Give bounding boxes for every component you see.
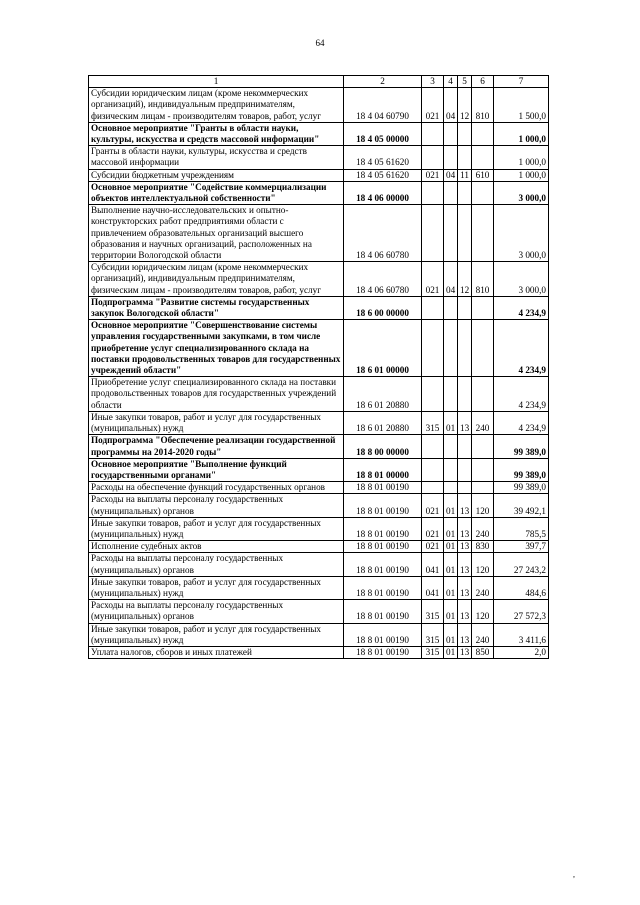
column-header: 6 <box>472 76 494 88</box>
row-subsection-cell: 13 <box>458 646 472 658</box>
row-name-cell: Выполнение научно-исследовательских и опытно-конструкторских работ предприятиями области с привлечением образовательных организаций высшего образования и научных организаций, расположенных на территории Вологодской области <box>89 205 344 262</box>
row-ministry-cell: 021 <box>422 88 444 123</box>
row-expense-type-cell <box>472 296 494 319</box>
table-row <box>89 146 549 169</box>
table-row <box>89 553 549 576</box>
row-section-cell: 01 <box>444 646 458 658</box>
row-amount-cell: 99 389,0 <box>494 458 549 481</box>
row-name-cell: Иные закупки товаров, работ и услуг для государственных (муниципальных) нужд <box>89 623 344 646</box>
row-subsection-cell: 13 <box>458 411 472 434</box>
row-subsection-cell: 13 <box>458 517 472 540</box>
row-name-cell: Иные закупки товаров, работ и услуг для государственных (муниципальных) нужд <box>89 517 344 540</box>
row-expense-type-cell: 830 <box>472 541 494 553</box>
row-expense-type-cell: 850 <box>472 646 494 658</box>
page-number: 64 <box>315 38 325 48</box>
row-ministry-cell: 021 <box>422 169 444 181</box>
row-name-cell: Субсидии юридическим лицам (кроме некоммерческих организаций), индивидуальным предпринимателям, физическим лицам - производителям товаров, работ, услуг <box>89 88 344 123</box>
row-name-cell: Основное мероприятие "Содействие коммерциализации объектов интеллектуальной собственности" <box>89 181 344 204</box>
row-section-cell: 04 <box>444 169 458 181</box>
row-code-cell: 18 8 01 00190 <box>344 541 422 553</box>
row-ministry-cell <box>422 320 444 377</box>
row-code-cell: 18 8 01 00190 <box>344 623 422 646</box>
row-subsection-cell: 13 <box>458 553 472 576</box>
row-subsection-cell: 13 <box>458 623 472 646</box>
row-section-cell <box>444 146 458 169</box>
row-expense-type-cell <box>472 482 494 494</box>
row-amount-cell: 4 234,9 <box>494 377 549 412</box>
row-code-cell: 18 4 05 00000 <box>344 122 422 145</box>
row-subsection-cell: 12 <box>458 262 472 297</box>
row-ministry-cell: 315 <box>422 623 444 646</box>
table-row <box>89 517 549 540</box>
row-ministry-cell <box>422 435 444 458</box>
row-section-cell <box>444 435 458 458</box>
row-expense-type-cell <box>472 320 494 377</box>
row-expense-type-cell: 240 <box>472 623 494 646</box>
row-expense-type-cell <box>472 181 494 204</box>
row-section-cell: 01 <box>444 494 458 517</box>
row-expense-type-cell: 240 <box>472 411 494 434</box>
table-row <box>89 623 549 646</box>
row-amount-cell: 27 572,3 <box>494 600 549 623</box>
column-header: 4 <box>444 76 458 88</box>
row-ministry-cell <box>422 377 444 412</box>
row-section-cell <box>444 320 458 377</box>
row-expense-type-cell <box>472 122 494 145</box>
table-row <box>89 646 549 658</box>
row-ministry-cell: 021 <box>422 517 444 540</box>
row-code-cell: 18 8 01 00190 <box>344 646 422 658</box>
table-row <box>89 600 549 623</box>
row-amount-cell: 3 000,0 <box>494 262 549 297</box>
table-row <box>89 122 549 145</box>
table-row <box>89 482 549 494</box>
table-row <box>89 494 549 517</box>
row-expense-type-cell <box>472 458 494 481</box>
row-expense-type-cell: 240 <box>472 517 494 540</box>
row-name-cell: Исполнение судебных актов <box>89 541 344 553</box>
row-amount-cell: 39 492,1 <box>494 494 549 517</box>
row-code-cell: 18 8 01 00190 <box>344 600 422 623</box>
row-expense-type-cell: 610 <box>472 169 494 181</box>
table-row <box>89 377 549 412</box>
row-ministry-cell: 021 <box>422 494 444 517</box>
row-code-cell: 18 4 06 60780 <box>344 262 422 297</box>
row-subsection-cell <box>458 181 472 204</box>
row-code-cell: 18 4 04 60790 <box>344 88 422 123</box>
row-amount-cell: 27 243,2 <box>494 553 549 576</box>
row-name-cell: Иные закупки товаров, работ и услуг для государственных (муниципальных) нужд <box>89 576 344 599</box>
row-amount-cell: 484,6 <box>494 576 549 599</box>
row-ministry-cell <box>422 181 444 204</box>
row-amount-cell: 1 500,0 <box>494 88 549 123</box>
row-code-cell: 18 4 06 00000 <box>344 181 422 204</box>
row-subsection-cell: 13 <box>458 494 472 517</box>
row-ministry-cell: 315 <box>422 600 444 623</box>
row-amount-cell: 785,5 <box>494 517 549 540</box>
row-code-cell: 18 8 01 00190 <box>344 482 422 494</box>
row-name-cell: Иные закупки товаров, работ и услуг для государственных (муниципальных) нужд <box>89 411 344 434</box>
row-name-cell: Расходы на выплаты персоналу государственных (муниципальных) органов <box>89 553 344 576</box>
row-expense-type-cell: 120 <box>472 494 494 517</box>
row-section-cell: 01 <box>444 517 458 540</box>
table-row <box>89 181 549 204</box>
row-section-cell: 01 <box>444 411 458 434</box>
table-row <box>89 320 549 377</box>
table-row <box>89 205 549 262</box>
row-section-cell: 04 <box>444 262 458 297</box>
column-header: 7 <box>494 76 549 88</box>
row-code-cell: 18 8 01 00190 <box>344 576 422 599</box>
row-name-cell: Подпрограмма "Обеспечение реализации государственной программы на 2014-2020 годы" <box>89 435 344 458</box>
row-code-cell: 18 6 01 00000 <box>344 320 422 377</box>
row-ministry-cell: 021 <box>422 541 444 553</box>
row-name-cell: Уплата налогов, сборов и иных платежей <box>89 646 344 658</box>
row-code-cell: 18 8 01 00190 <box>344 494 422 517</box>
row-section-cell <box>444 122 458 145</box>
row-section-cell <box>444 205 458 262</box>
row-amount-cell: 4 234,9 <box>494 296 549 319</box>
row-subsection-cell: 13 <box>458 541 472 553</box>
row-amount-cell: 99 389,0 <box>494 482 549 494</box>
row-code-cell: 18 6 01 20880 <box>344 377 422 412</box>
row-ministry-cell: 315 <box>422 646 444 658</box>
row-ministry-cell: 041 <box>422 576 444 599</box>
row-section-cell: 01 <box>444 553 458 576</box>
row-amount-cell: 3 411,6 <box>494 623 549 646</box>
row-subsection-cell: 12 <box>458 88 472 123</box>
row-name-cell: Субсидии бюджетным учреждениям <box>89 169 344 181</box>
table-row <box>89 88 549 123</box>
row-subsection-cell: 11 <box>458 169 472 181</box>
column-header: 1 <box>89 76 344 88</box>
row-section-cell <box>444 296 458 319</box>
table-row <box>89 296 549 319</box>
row-expense-type-cell: 810 <box>472 262 494 297</box>
row-code-cell: 18 8 00 00000 <box>344 435 422 458</box>
row-amount-cell: 99 389,0 <box>494 435 549 458</box>
row-subsection-cell <box>458 205 472 262</box>
table-row <box>89 435 549 458</box>
row-amount-cell: 3 000,0 <box>494 205 549 262</box>
row-name-cell: Расходы на обеспечение функций государственных органов <box>89 482 344 494</box>
row-code-cell: 18 4 06 60780 <box>344 205 422 262</box>
row-expense-type-cell <box>472 435 494 458</box>
row-name-cell: Приобретение услуг специализированного склада на поставки продовольственных товаров для государственных учреждений области <box>89 377 344 412</box>
row-code-cell: 18 4 05 61620 <box>344 169 422 181</box>
row-amount-cell: 3 000,0 <box>494 181 549 204</box>
row-amount-cell: 2,0 <box>494 646 549 658</box>
row-ministry-cell <box>422 205 444 262</box>
row-name-cell: Подпрограмма "Развитие системы государственных закупок Вологодской области" <box>89 296 344 319</box>
row-name-cell: Расходы на выплаты персоналу государственных (муниципальных) органов <box>89 600 344 623</box>
row-subsection-cell <box>458 458 472 481</box>
row-ministry-cell: 315 <box>422 411 444 434</box>
row-expense-type-cell <box>472 205 494 262</box>
column-header: 2 <box>344 76 422 88</box>
table-row <box>89 458 549 481</box>
row-ministry-cell <box>422 146 444 169</box>
row-amount-cell: 4 234,9 <box>494 411 549 434</box>
row-expense-type-cell: 120 <box>472 553 494 576</box>
row-subsection-cell <box>458 146 472 169</box>
row-ministry-cell <box>422 458 444 481</box>
row-subsection-cell <box>458 435 472 458</box>
row-expense-type-cell <box>472 377 494 412</box>
row-section-cell: 04 <box>444 88 458 123</box>
row-expense-type-cell <box>472 146 494 169</box>
row-code-cell: 18 8 01 00190 <box>344 517 422 540</box>
row-subsection-cell <box>458 122 472 145</box>
row-code-cell: 18 8 01 00190 <box>344 553 422 576</box>
row-code-cell: 18 8 01 00000 <box>344 458 422 481</box>
row-ministry-cell <box>422 296 444 319</box>
row-amount-cell: 1 000,0 <box>494 146 549 169</box>
row-name-cell: Основное мероприятие "Гранты в области науки, культуры, искусства и средств массовой информации" <box>89 122 344 145</box>
row-subsection-cell <box>458 482 472 494</box>
row-name-cell: Расходы на выплаты персоналу государственных (муниципальных) органов <box>89 494 344 517</box>
table-row <box>89 576 549 599</box>
row-subsection-cell: 13 <box>458 576 472 599</box>
table-row <box>89 169 549 181</box>
row-amount-cell: 397,7 <box>494 541 549 553</box>
row-section-cell <box>444 377 458 412</box>
row-section-cell <box>444 482 458 494</box>
row-section-cell: 01 <box>444 541 458 553</box>
row-code-cell: 18 6 00 00000 <box>344 296 422 319</box>
row-subsection-cell: 13 <box>458 600 472 623</box>
row-expense-type-cell: 810 <box>472 88 494 123</box>
column-header: 5 <box>458 76 472 88</box>
row-ministry-cell: 041 <box>422 553 444 576</box>
row-section-cell <box>444 181 458 204</box>
table-row <box>89 262 549 297</box>
row-section-cell: 01 <box>444 623 458 646</box>
row-name-cell: Субсидии юридическим лицам (кроме некоммерческих организаций), индивидуальным предпринимателям, физическим лицам - производителям товаров, работ, услуг <box>89 262 344 297</box>
table-row <box>89 541 549 553</box>
scan-artifact-mark: , <box>573 870 575 879</box>
row-amount-cell: 1 000,0 <box>494 169 549 181</box>
row-ministry-cell <box>422 482 444 494</box>
row-subsection-cell <box>458 377 472 412</box>
row-expense-type-cell: 240 <box>472 576 494 599</box>
row-expense-type-cell: 120 <box>472 600 494 623</box>
row-subsection-cell <box>458 296 472 319</box>
row-amount-cell: 4 234,9 <box>494 320 549 377</box>
row-name-cell: Основное мероприятие "Совершенствование системы управления государственными закупками, в том числе приобретение услуг специализированного склада на поставки продовольственных товаров для государственных учреждений области" <box>89 320 344 377</box>
row-amount-cell: 1 000,0 <box>494 122 549 145</box>
row-section-cell <box>444 458 458 481</box>
row-name-cell: Гранты в области науки, культуры, искусства и средств массовой информации <box>89 146 344 169</box>
row-ministry-cell <box>422 122 444 145</box>
table-header-row <box>89 76 549 88</box>
budget-table <box>88 75 549 659</box>
table-row <box>89 411 549 434</box>
row-name-cell: Основное мероприятие "Выполнение функций государственными органами" <box>89 458 344 481</box>
row-code-cell: 18 4 05 61620 <box>344 146 422 169</box>
row-section-cell: 01 <box>444 576 458 599</box>
row-section-cell: 01 <box>444 600 458 623</box>
column-header: 3 <box>422 76 444 88</box>
row-ministry-cell: 021 <box>422 262 444 297</box>
row-code-cell: 18 6 01 20880 <box>344 411 422 434</box>
row-subsection-cell <box>458 320 472 377</box>
